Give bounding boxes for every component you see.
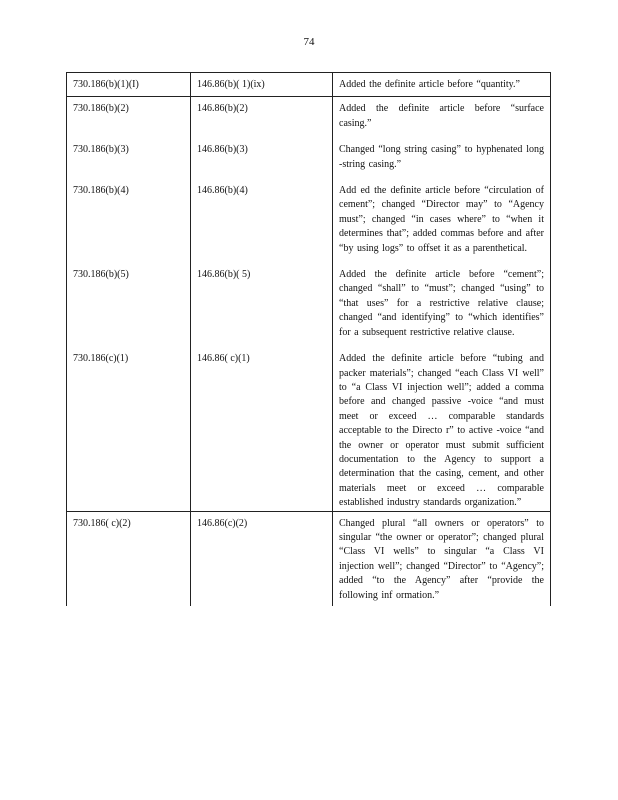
new-section-cell: 146.86( c)(1) — [191, 340, 333, 511]
new-section-cell: 146.86(b)(3) — [191, 131, 333, 172]
table-row — [67, 172, 551, 256]
old-section-cell: 730.186( c)(2) — [67, 511, 191, 606]
table-row — [67, 511, 551, 606]
description-cell: Added the definite article before “cement”; changed “shall” to “must”; changed “using” to “that uses” for a restrictive relative clause; changed “and identifying” to “which identifies” for a subsequent restrictive relative clause. — [333, 256, 551, 340]
new-section-cell: 146.86(b)( 1)(ix) — [191, 73, 333, 97]
description-cell: Added the definite article before “surface casing.” — [333, 97, 551, 131]
table-row — [67, 256, 551, 340]
old-section-cell: 730.186(b)(1)(I) — [67, 73, 191, 97]
new-section-cell: 146.86(b)( 5) — [191, 256, 333, 340]
new-section-cell: 146.86(b)(2) — [191, 97, 333, 131]
description-cell: Added the definite article before “tubing and packer materials”; changed “each Class VI well” to “a Class VI injection well”; added a comma before and changed passive -voice “and must meet or exceed … comparable standards acceptable to the Directo r” to active -voice “and the owner or operator must submit sufficient documentation to the Agency to support a determination that the casing, cement, and other materials meet or exceed … comparable established industry standards organization.” — [333, 340, 551, 511]
new-section-cell: 146.86(b)(4) — [191, 172, 333, 256]
new-section-cell: 146.86(c)(2) — [191, 511, 333, 606]
old-section-cell: 730.186(b)(3) — [67, 131, 191, 172]
old-section-cell: 730.186(c)(1) — [67, 340, 191, 511]
page-number: 74 — [303, 36, 315, 48]
table-row — [67, 340, 551, 511]
old-section-cell: 730.186(b)(5) — [67, 256, 191, 340]
old-section-cell: 730.186(b)(4) — [67, 172, 191, 256]
table-row — [67, 97, 551, 131]
amendments-table — [66, 72, 551, 606]
description-cell: Add ed the definite article before “circulation of cement”; changed “Director may” to “Agency must”; changed “in cases where” to “when it determines that”; added commas before and after “by using logs” to offset it as a parenthetical. — [333, 172, 551, 256]
description-cell: Changed “long string casing” to hyphenated long -string casing.” — [333, 131, 551, 172]
description-cell: Added the definite article before “quantity.” — [333, 73, 551, 97]
table-row — [67, 73, 551, 97]
description-cell: Changed plural “all owners or operators” to singular “the owner or operator”; changed plural “Class VI wells” to singular “a Class VI injection well”; changed “Director” to “Agency”; added “to the Agency” after “provide the following inf ormation.” — [333, 511, 551, 606]
table-row — [67, 131, 551, 172]
old-section-cell: 730.186(b)(2) — [67, 97, 191, 131]
